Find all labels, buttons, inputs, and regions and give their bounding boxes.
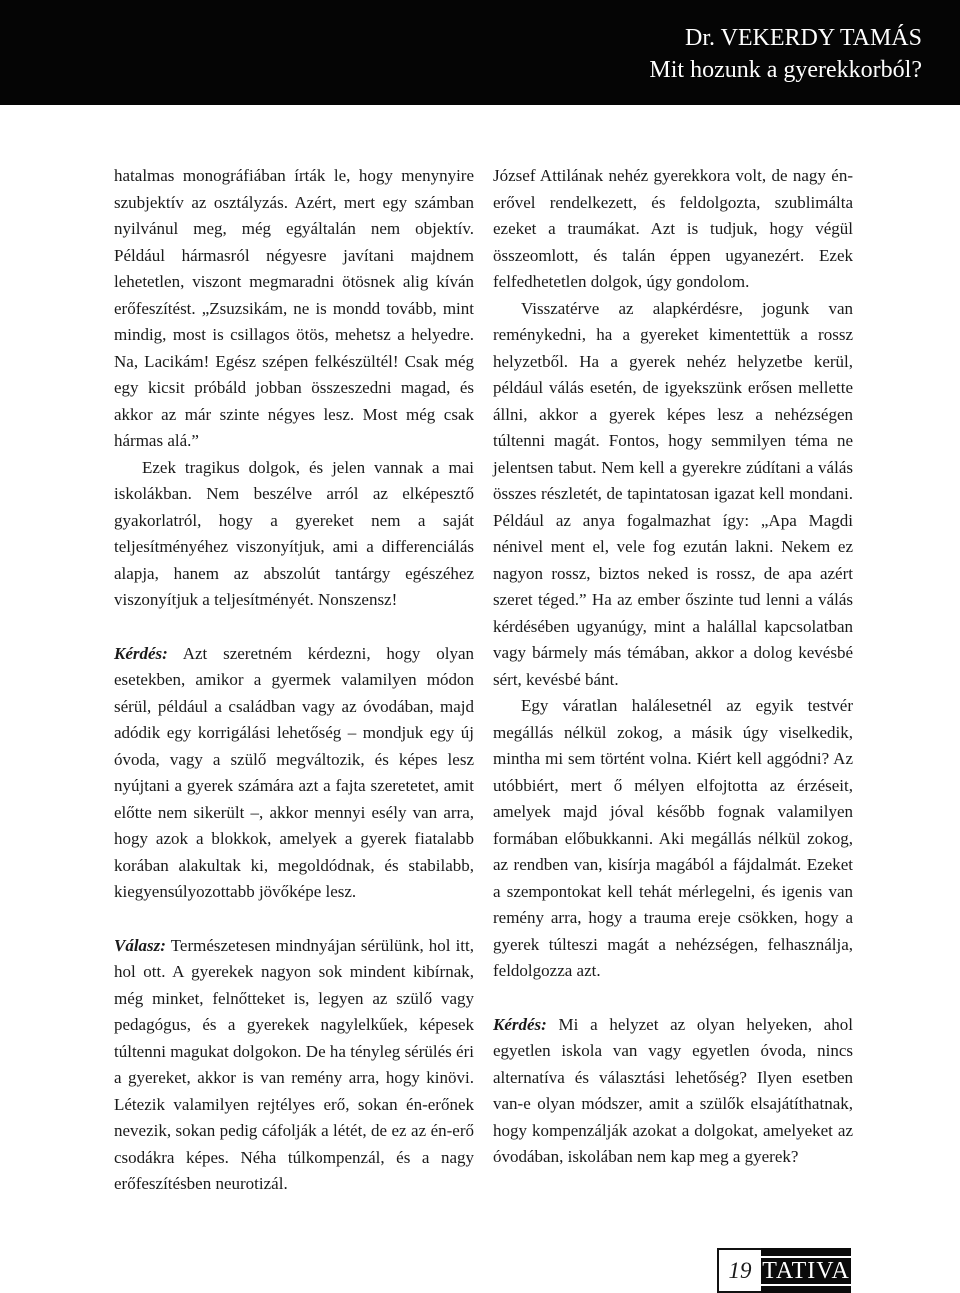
question-text-2: Mi a helyzet az olyan helyeken, ahol egyetlen iskola van vagy egyetlen óvoda, nincs alternatíva és választási lehetőség? Ilyen esetben van-e olyan módszer, amit a szülők elsajátíthatnak, hogy kompenzálják azokat a dolgokat, amelyeket az óvodában, iskolában nem kap meg a gyerek?: [493, 1014, 853, 1166]
answer-label: Válasz:: [114, 935, 166, 955]
header-bar: [0, 0, 960, 105]
question-label: Kérdés:: [114, 643, 168, 663]
answer-text: Természetesen mindnyájan sérülünk, hol itt, hol ott. A gyerekek nagyon sok mindent kibírnak, még minket, felnőtteket is, legyen az szülő vagy pedagógus, és a gyerekek nagylelkűek, képesek túltenni magukat dolgokon. De ha tényleg sérülés éri a gyereket, akkor is van remény arra, hogy kinövi. Létezik valamilyen rejtélyes erő, sokan én-erőnek nevezik, sokan pedig cáfolják a létét, de ez az én-erő csodákra képes. Néha túlkompenzál, és a nagy erőfeszítésben neurotizál.: [114, 935, 474, 1193]
right-paragraph-2: Visszatérve az alapkérdésre, jogunk van reménykedni, ha a gyereket kimentettük a rossz helyzetből. Ha a gyerek nehéz helyzetbe kerül, például válás esetén, de igyekszünk erősen mellette állni, akkor a gyerek képes lesz a nehézségen túltenni magát. Fontos, hogy semmilyen téma ne jelentsen tabut. Nem kell a gyerekre zúdítani a válás összes részletét, de tapintatosan igazat kell mondani. Például az anya fogalmazhat így: „Apa Magdi nénivel ment el, vele fog ezután lakni. Nekem ez nagyon rossz, biztos neked is rossz, de apa azért szeret téged.” Ha az ember őszinte tud lenni a válás kérdésében ugyanúgy, mint a halállal kapcsolatban vagy bármely más témában, akkor a dolog kevésbé sért, kevésbé bánt.: [493, 298, 853, 689]
page-number: 19: [717, 1248, 761, 1293]
right-column: [493, 163, 853, 1171]
page-footer: [717, 1248, 851, 1293]
magazine-logo: [761, 1248, 851, 1293]
header-author: Dr. VEKERDY TAMÁS: [685, 25, 922, 51]
right-paragraph-1: József Attilának nehéz gyerekkora volt, de nagy én-erővel rendelkezett, és feldolgozta, szublimálta ezeket a traumákat. Azt is tudjuk, hogy végül összeomlott, és talán éppen ugyanezért. Ezek felfedhetetlen dolgok, úgy gondolom.: [493, 166, 853, 291]
left-paragraph-2: Ezek tragikus dolgok, és jelen vannak a mai iskolákban. Nem beszélve arról az elképesztő gyakorlatról, hogy a gyereket nem a saját teljesítményéhez viszonyítjuk, ami a differenciálás alapja, hanem az abszolút tantárgy egészéhez viszonyítjuk a teljesítményét. Nonszensz!: [114, 457, 474, 609]
question-label-2: Kérdés:: [493, 1014, 547, 1034]
answer-paragraph: [114, 933, 474, 1198]
right-paragraph-3: Egy váratlan halálesetnél az egyik testvér megállás nélkül zokog, a másik úgy viselkedik, mintha mi sem történt volna. Kiért kell aggódni? Az utóbbiért, mert ő mélyen elfojtotta az érzéseit, amelyek majd jóval később fognak valamilyen formában előbukkanni. Aki megállás nélkül zokog, az rendben van, kisírja magából a fájdalmát. Ezeket a szempontokat kell tehát mérlegelni, és igenis van remény arra, hogy a trauma ereje csökken, hogy a gyerek túlteszi magát a nehézségen, felhasználja, feldolgozza azt.: [493, 696, 853, 980]
header-title: Mit hozunk a gyerekkorból?: [649, 57, 922, 83]
question-paragraph: [114, 641, 474, 906]
question-text: Azt szeretném kérdezni, hogy olyan esetekben, amikor a gyermek valamilyen módon sérül, például a családban vagy az óvodában, majd adódik egy korrigálási lehetőség – mondjuk egy új óvoda, vagy a szülő megváltozik, és képes lesz nyújtani a gyerek számára azt a fajta szeretetet, amit előtte nem sikerült –, akkor mennyi esély van arra, hogy azok a blokkok, amelyek a gyerek fiatalabb korában alakultak ki, megoldódnak, és stabilabb, kiegyensúlyozottabb jövőképe lesz.: [114, 643, 474, 901]
question-paragraph-2: [493, 1012, 853, 1171]
logo-text: TATIVA: [762, 1257, 850, 1284]
left-column: [114, 163, 474, 1198]
left-paragraph-1: hatalmas monográfiában írták le, hogy menynyire szubjektív az osztályzás. Azért, mert egy számban nyilvánul meg, még egyáltalán nem objektív. Például hármasról négyesre javítani majdnem lehetetlen, viszont megmaradni ötösnek alig kíván erőfeszítést. „Zsuzsikám, ne is mondd tovább, mint mindig, most is csillagos ötös, mehetsz a helyedre. Na, Lacikám! Egész szépen felkészültél! Csak még egy kicsit próbáld jobban összeszedni magad, és akkor az már szinte négyes lesz. Most még csak hármas alá.”: [114, 166, 474, 450]
